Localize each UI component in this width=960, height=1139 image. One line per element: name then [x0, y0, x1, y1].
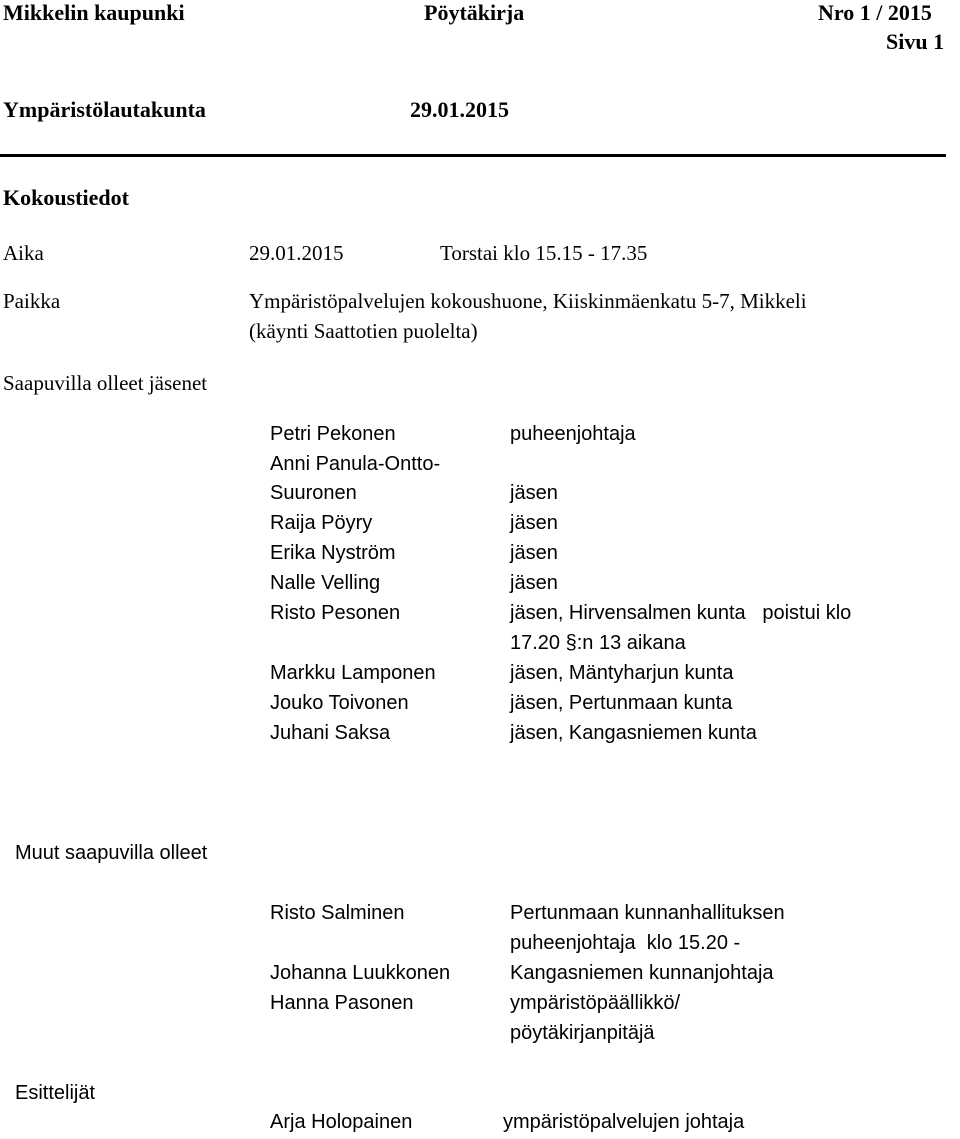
member-name: Risto Pesonen [270, 602, 401, 624]
other-name: Risto Salminen [270, 902, 405, 924]
other-role: Pertunmaan kunnanhallituksen [510, 902, 785, 924]
members-label: Saapuvilla olleet jäsenet [3, 371, 208, 395]
member-name: Raija Pöyry [270, 512, 373, 534]
other-role: ympäristöpäällikkö/ [510, 992, 681, 1014]
member-role: puheenjohtaja [510, 423, 636, 445]
section-title: Kokoustiedot [3, 185, 129, 210]
document-number: Nro 1 / 2015 [818, 0, 932, 25]
member-name: Petri Pekonen [270, 423, 396, 445]
presenter-role: ympäristöpalvelujen johtaja [503, 1111, 745, 1133]
member-name: Nalle Velling [270, 572, 381, 594]
member-role: jäsen [510, 542, 558, 564]
other-name: Hanna Pasonen [270, 992, 414, 1014]
member-name: Anni Panula-Ontto- [270, 453, 441, 475]
member-role: jäsen, Pertunmaan kunta [510, 692, 733, 714]
member-role: jäsen, Kangasniemen kunta [510, 722, 757, 744]
member-name: Juhani Saksa [270, 722, 391, 744]
presenters-label: Esittelijät [15, 1082, 96, 1104]
presenter-name: Arja Holopainen [270, 1111, 413, 1133]
member-role: 17.20 §:n 13 aikana [510, 632, 686, 654]
board-name: Ympäristölautakunta [3, 97, 206, 122]
member-role: jäsen [510, 512, 558, 534]
member-name: Markku Lamponen [270, 662, 436, 684]
organization-name: Mikkelin kaupunki [3, 0, 185, 25]
time-date: 29.01.2015 [249, 241, 344, 265]
time-label: Aika [3, 241, 44, 265]
time-value: Torstai klo 15.15 - 17.35 [440, 241, 648, 265]
member-role: jäsen, Hirvensalmen kunta poistui klo [510, 602, 852, 624]
member-role: jäsen [510, 572, 558, 594]
other-role: Kangasniemen kunnanjohtaja [510, 962, 774, 984]
member-role: jäsen, Mäntyharjun kunta [510, 662, 734, 684]
member-name: Suuronen [270, 482, 357, 504]
place-line-2: (käynti Saattotien puolelta) [249, 319, 478, 343]
member-role: jäsen [510, 482, 558, 504]
header-divider [0, 154, 946, 157]
member-name: Jouko Toivonen [270, 692, 409, 714]
place-line-1: Ympäristöpalvelujen kokoushuone, Kiiskinmäenkatu 5-7, Mikkeli [249, 289, 807, 313]
meeting-date: 29.01.2015 [410, 97, 509, 122]
member-name: Erika Nyström [270, 542, 396, 564]
other-role: puheenjohtaja klo 15.20 - [510, 932, 741, 954]
others-label: Muut saapuvilla olleet [15, 842, 208, 864]
other-name: Johanna Luukkonen [270, 962, 451, 984]
document-type: Pöytäkirja [424, 0, 525, 25]
page-number: Sivu 1 [886, 29, 945, 54]
place-label: Paikka [3, 289, 61, 313]
other-role: pöytäkirjanpitäjä [510, 1022, 655, 1044]
